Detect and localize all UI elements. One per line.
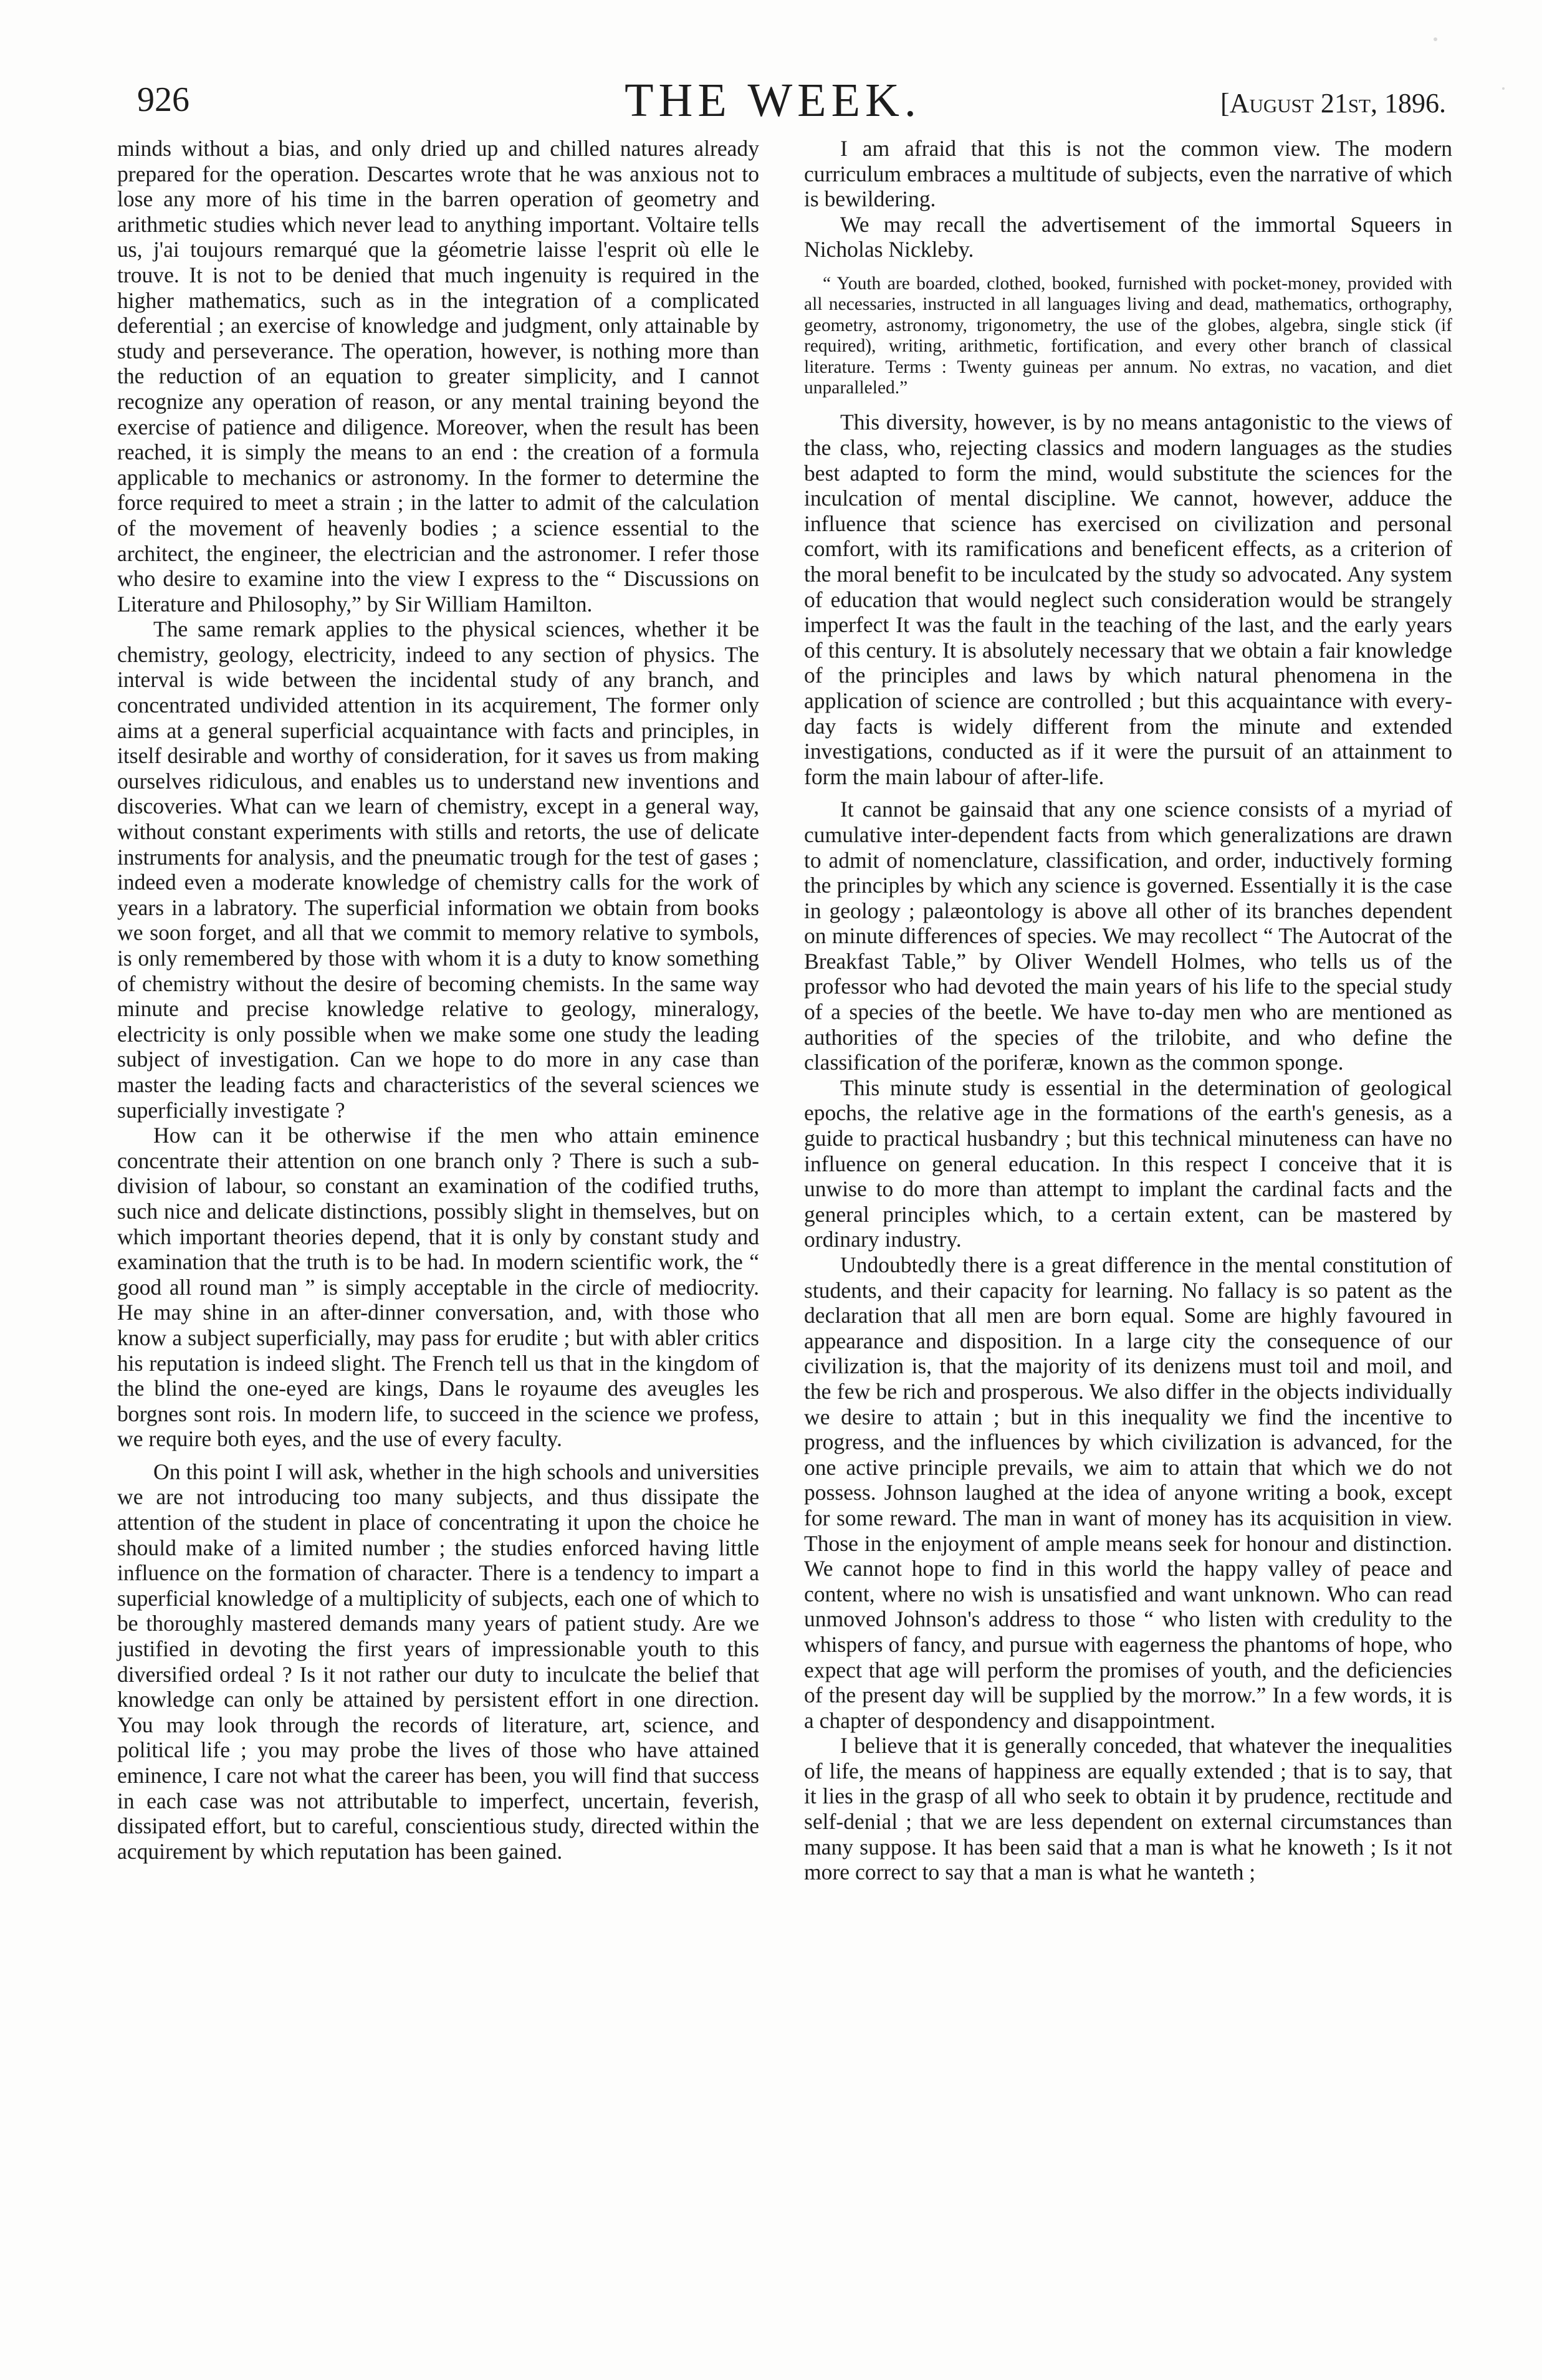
paragraph: I believe that it is generally conceded, that whatever the inequalities of life, the means of happiness are equally extended ; that is to say, that it lies in the grasp of all who seek to obtain it by prudence, rectitude and self-denial ; that we are less dependent on external circumstances than many suppose. It has been said that a man is what he knoweth ; Is it not more correct to say that a man is what he wanteth ; xyxy=(804,1733,1452,1885)
paragraph: It cannot be gainsaid that any one science consists of a myriad of cumulative inter-dependent facts from which generalizations are drawn to admit of nomenclature, classification, and order, inductively forming the principles by which any science is governed. Essentially it is the case in geology ; palæontology is above all other of its branches dependent on minute differences of species. We may recollect “ The Autocrat of the Breakfast Table,” by Oliver Wendell Holmes, who tells us of the professor who had devoted the main years of his life to the special study of a species of the beetle. We have to-day men who are mentioned as authorities of the species of the trilobite, and who define the classification of the poriferæ, known as the common sponge. xyxy=(804,797,1452,1075)
paper-speck xyxy=(1502,87,1505,90)
paper-speck xyxy=(1434,37,1437,41)
page-header xyxy=(100,74,1446,127)
paragraph: This minute study is essential in the determination of geological epochs, the relative age in the formations of the earth's genesis, as a guide to practical husbandry ; but this technical minuteness can have no influence on general education. In this respect I conceive that it is unwise to do more than attempt to implant the cardinal facts and the general principles which, to a certain extent, can be mastered by ordinary industry. xyxy=(804,1075,1452,1252)
paragraph: We may recall the advertisement of the immortal Squeers in Nicholas Nickleby. xyxy=(804,211,1452,262)
right-column xyxy=(804,136,1452,1885)
page-number: 926 xyxy=(137,80,189,119)
paragraph: The same remark applies to the physical sciences, whether it be chemistry, geology, electricity, indeed to any section of physics. The interval is wide between the incidental study of any branch, and concentrated undivided attention in its acquirement, The former only aims at a general superficial acquaintance with facts and principles, in itself desirable and worthy of consideration, for it saves us from making ourselves ridiculous, and enables us to understand new inventions and discoveries. What can we learn of chemistry, except in a general way, without constant experiments with stills and retorts, the use of delicate instruments for analysis, and the pneumatic trough for the test of gases ; indeed even a moderate knowledge of chemistry calls for the work of years in a labratory. The superficial information we obtain from books we soon forget, and all that we commit to memory relative to symbols, is only remembered by those with whom it is a duty to know something of chemistry without the desire of becoming chemists. In the same way minute and precise knowledge relative to geology, mineralogy, electricity is only possible when we make some one study the leading subject of investigation. Can we hope to do more in any case than master the leading facts and characteristics of the several sciences we superficially investigate ? xyxy=(117,617,759,1123)
block-quote: “ Youth are boarded, clothed, booked, furnished with pocket-money, provided with all necessaries, instructed in all languages living and dead, mathematics, orthography, geometry, astronomy, trigonometry, the use of the globes, algebra, single stick (if required), writing, arithmetic, fortification, and every other branch of classical literature. Terms : Twenty guineas per annum. No extras, no vacation, and diet unparalleled.” xyxy=(804,273,1452,398)
paragraph: On this point I will ask, whether in the high schools and universities we are not introducing too many subjects, and thus dissipate the attention of the student in place of concentrating it upon the choice he should make of a limited number ; the studies enforced having little influence on the formation of character. There is a tendency to impart a superficial knowledge of a multiplicity of subjects, each one of which to be thoroughly mastered demands many years of patient study. Are we justified in devoting the first years of impressionable youth to this diversified ordeal ? Is it not rather our duty to inculcate the belief that knowledge can only be attained by persistent effort in one direction. You may look through the records of literature, art, science, and political life ; you may probe the lives of those who have attained eminence, I care not what the career has been, you will find that success in each case was not attributable to imperfect, uncertain, feverish, dissipated effort, but to careful, conscientious study, directed within the acquirement by which reputation has been gained. xyxy=(117,1459,759,1864)
paragraph: Undoubtedly there is a great difference in the mental constitution of students, and their capacity for learning. No fallacy is so patent as the declaration that all men are born equal. Some are highly favoured in appearance and disposition. In a large city the consequence of our civilization is, that the majority of its denizens must toil and moil, and the few be rich and prosperous. We also differ in the objects individually we desire to attain ; but in this inequality we find the incentive to progress, and the influences by which civilization is advanced, for the one active principle prevails, we aim to attain that which we do not possess. Johnson laughed at the idea of anyone writing a book, except for some reward. The man in want of money has its acquisition in view. Those in the enjoyment of ample means seek for honour and distinction. We cannot hope to find in this world the happy valley of peace and content, where no wish is unsatisfied and want unknown. Who can read unmoved Johnson's address to those “ who listen with credulity to the whispers of fancy, and pursue with eagerness the phantoms of hope, who expect that age will perform the promises of youth, and the deficiencies of the present day will be supplied by the morrow.” In a few words, it is a chapter of despondency and disappointment. xyxy=(804,1252,1452,1733)
issue-date: [August 21st, 1896. xyxy=(1220,88,1446,118)
paragraph: I am afraid that this is not the common view. The modern curriculum embraces a multitude of subjects, even the narrative of which is bewildering. xyxy=(804,136,1452,212)
paragraph: minds without a bias, and only dried up and chilled natures already prepared for the operation. Descartes wrote that he was anxious not to lose any more of his time in the barren operation of geometry and arithmetic studies which never lead to anything important. Voltaire tells us, j'ai toujours remarqué que la géometrie laisse l'esprit où elle le trouve. It is not to be denied that much ingenuity is required in the higher mathematics, such as in the integration of a complicated deferential ; an exercise of knowledge and judgment, only attainable by study and perseverance. The operation, however, is nothing more than the reduction of an equation to greater simplicity, and I cannot recognize any operation of reason, or any mental training beyond the exercise of patience and diligence. Moreover, when the result has been reached, it is simply the means to an end : the creation of a formula applicable to mechanics or astronomy. In the former to determine the force required to meet a strain ; in the latter to admit of the calculation of the movement of heavenly bodies ; a science essential to the architect, the engineer, the electrician and the astronomer. I refer those who desire to examine into the view I express to the “ Discussions on Literature and Philosophy,” by Sir William Hamilton. xyxy=(117,136,759,617)
paragraph: How can it be otherwise if the men who attain eminence concentrate their attention on one branch only ? There is such a sub-division of labour, so constant an examination of the codified truths, such nice and delicate distinctions, possibly slight in themselves, but on which important theories depend, that it is only by constant study and examination that the truth is to be had. In modern scientific work, the “ good all round man ” is simply acceptable in the circle of mediocrity. He may shine in an after-dinner conversation, and, with those who know a subject superficially, may pass for erudite ; but with abler critics his reputation is indeed slight. The French tell us that in the kingdom of the blind the one-eyed are kings, Dans le royaume des aveugles les borgnes sont rois. In modern life, to succeed in the science we profess, we require both eyes, and the use of every faculty. xyxy=(117,1123,759,1452)
left-column xyxy=(117,136,759,1864)
journal-title: THE WEEK. xyxy=(625,74,921,127)
paragraph: This diversity, however, is by no means antagonistic to the views of the class, who, rejecting classics and modern languages as the studies best adapted to form the mind, would substitute the sciences for the inculcation of mental discipline. We cannot, however, adduce the influence that science has exercised on civilization and personal comfort, with its ramifications and beneficent effects, as a criterion of the moral benefit to be inculcated by the study so advocated. Any system of education that would neglect such consideration would be strangely imperfect It was the fault in the teaching of the last, and the early years of this century. It is absolutely necessary that we obtain a fair knowledge of the principles and laws by which natural phenomena in the application of science are controlled ; but this acquaintance with every-day facts is widely different from the minute and extended investigations, conducted as if it were the pursuit of an attainment to form the main labour of after-life. xyxy=(804,410,1452,789)
